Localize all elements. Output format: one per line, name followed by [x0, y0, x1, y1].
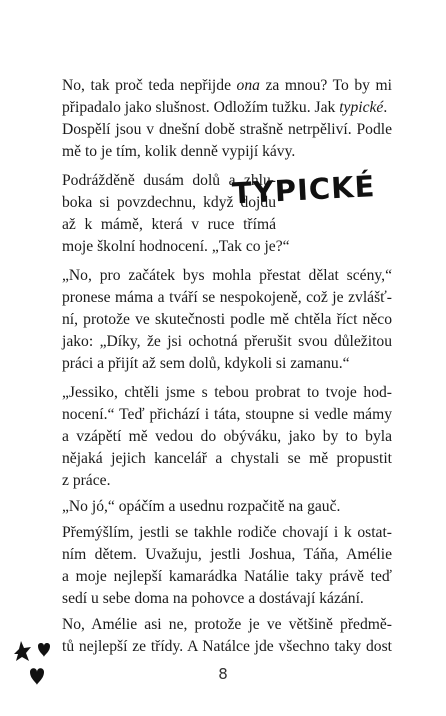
- text-line: boka si povzdechnu, když dojdu: [62, 194, 276, 211]
- text-line: ní, protože ve skutečnosti podle mě chtěla říct něco: [62, 311, 392, 328]
- text-line: a vzápětí mě vedou do obýváku, jako by to byla: [62, 428, 392, 445]
- text-line: „Jessiko, chtěli jsme s tebou probrat to tvoje hod-: [62, 384, 392, 401]
- text-line: Dospělí jsou v dnešní době strašně netrpěliví. Podle: [62, 121, 392, 138]
- text-line: jako: „Díky, že jsi ochotná přerušit svou důležitou: [62, 333, 392, 350]
- text-line: až k mámě, která v ruce třímá: [62, 216, 276, 233]
- text-line: nocení.“ Teď přichází i táta, stoupne si vedle mámy: [62, 406, 392, 423]
- text-line: mě to je tím, kolik denně vypijí kávy.: [62, 143, 296, 160]
- text-line: sedí u sebe doma na pohovce a dostávají kázání.: [62, 590, 364, 607]
- text-line: ním dětem. Uvažuju, jestli Joshua, Táňa, Amélie: [62, 546, 392, 563]
- text-line: moje školní hodnocení. „Tak co je?“: [62, 238, 290, 255]
- text-line: „No, pro začátek bys mohla přestat dělat scény,“: [62, 267, 392, 284]
- text-line: pronese máma a tváří se nespokojeně, což je zvlášť-: [62, 289, 392, 306]
- text-line: tů nejlepší ze třídy. A Natálce jde všechno taky dost: [62, 638, 392, 655]
- text-line: „No jó,“ opáčím a usednu rozpačitě na gauč.: [62, 498, 341, 515]
- text-line: a moje nejlepší kamarádka Natálie taky právě teď: [62, 568, 392, 585]
- text-line: připadalo jako slušnost. Odložím tužku. Jak typické.: [62, 99, 388, 116]
- text-line: No, tak proč teda nepřijde ona za mnou? To by mi: [62, 77, 392, 94]
- text-line: práci a přijít až sem dolů, kdykoli si zamanu.“: [62, 355, 350, 372]
- text-line: nějaká jejich kancelář a chystali se mě propustit: [62, 450, 392, 467]
- handwritten-typicke: TYPICKÉ: [231, 169, 377, 211]
- text-line: Přemýšlím, jestli se takhle rodiče chovají i k ostat-: [62, 524, 392, 541]
- text-line: Podrážděně dusám dolů a zhlu-: [62, 172, 276, 189]
- text-line: z práce.: [62, 472, 111, 489]
- text-line: No, Amélie asi ne, protože je ve většině předmě-: [62, 616, 392, 633]
- page-number: 8: [218, 665, 228, 683]
